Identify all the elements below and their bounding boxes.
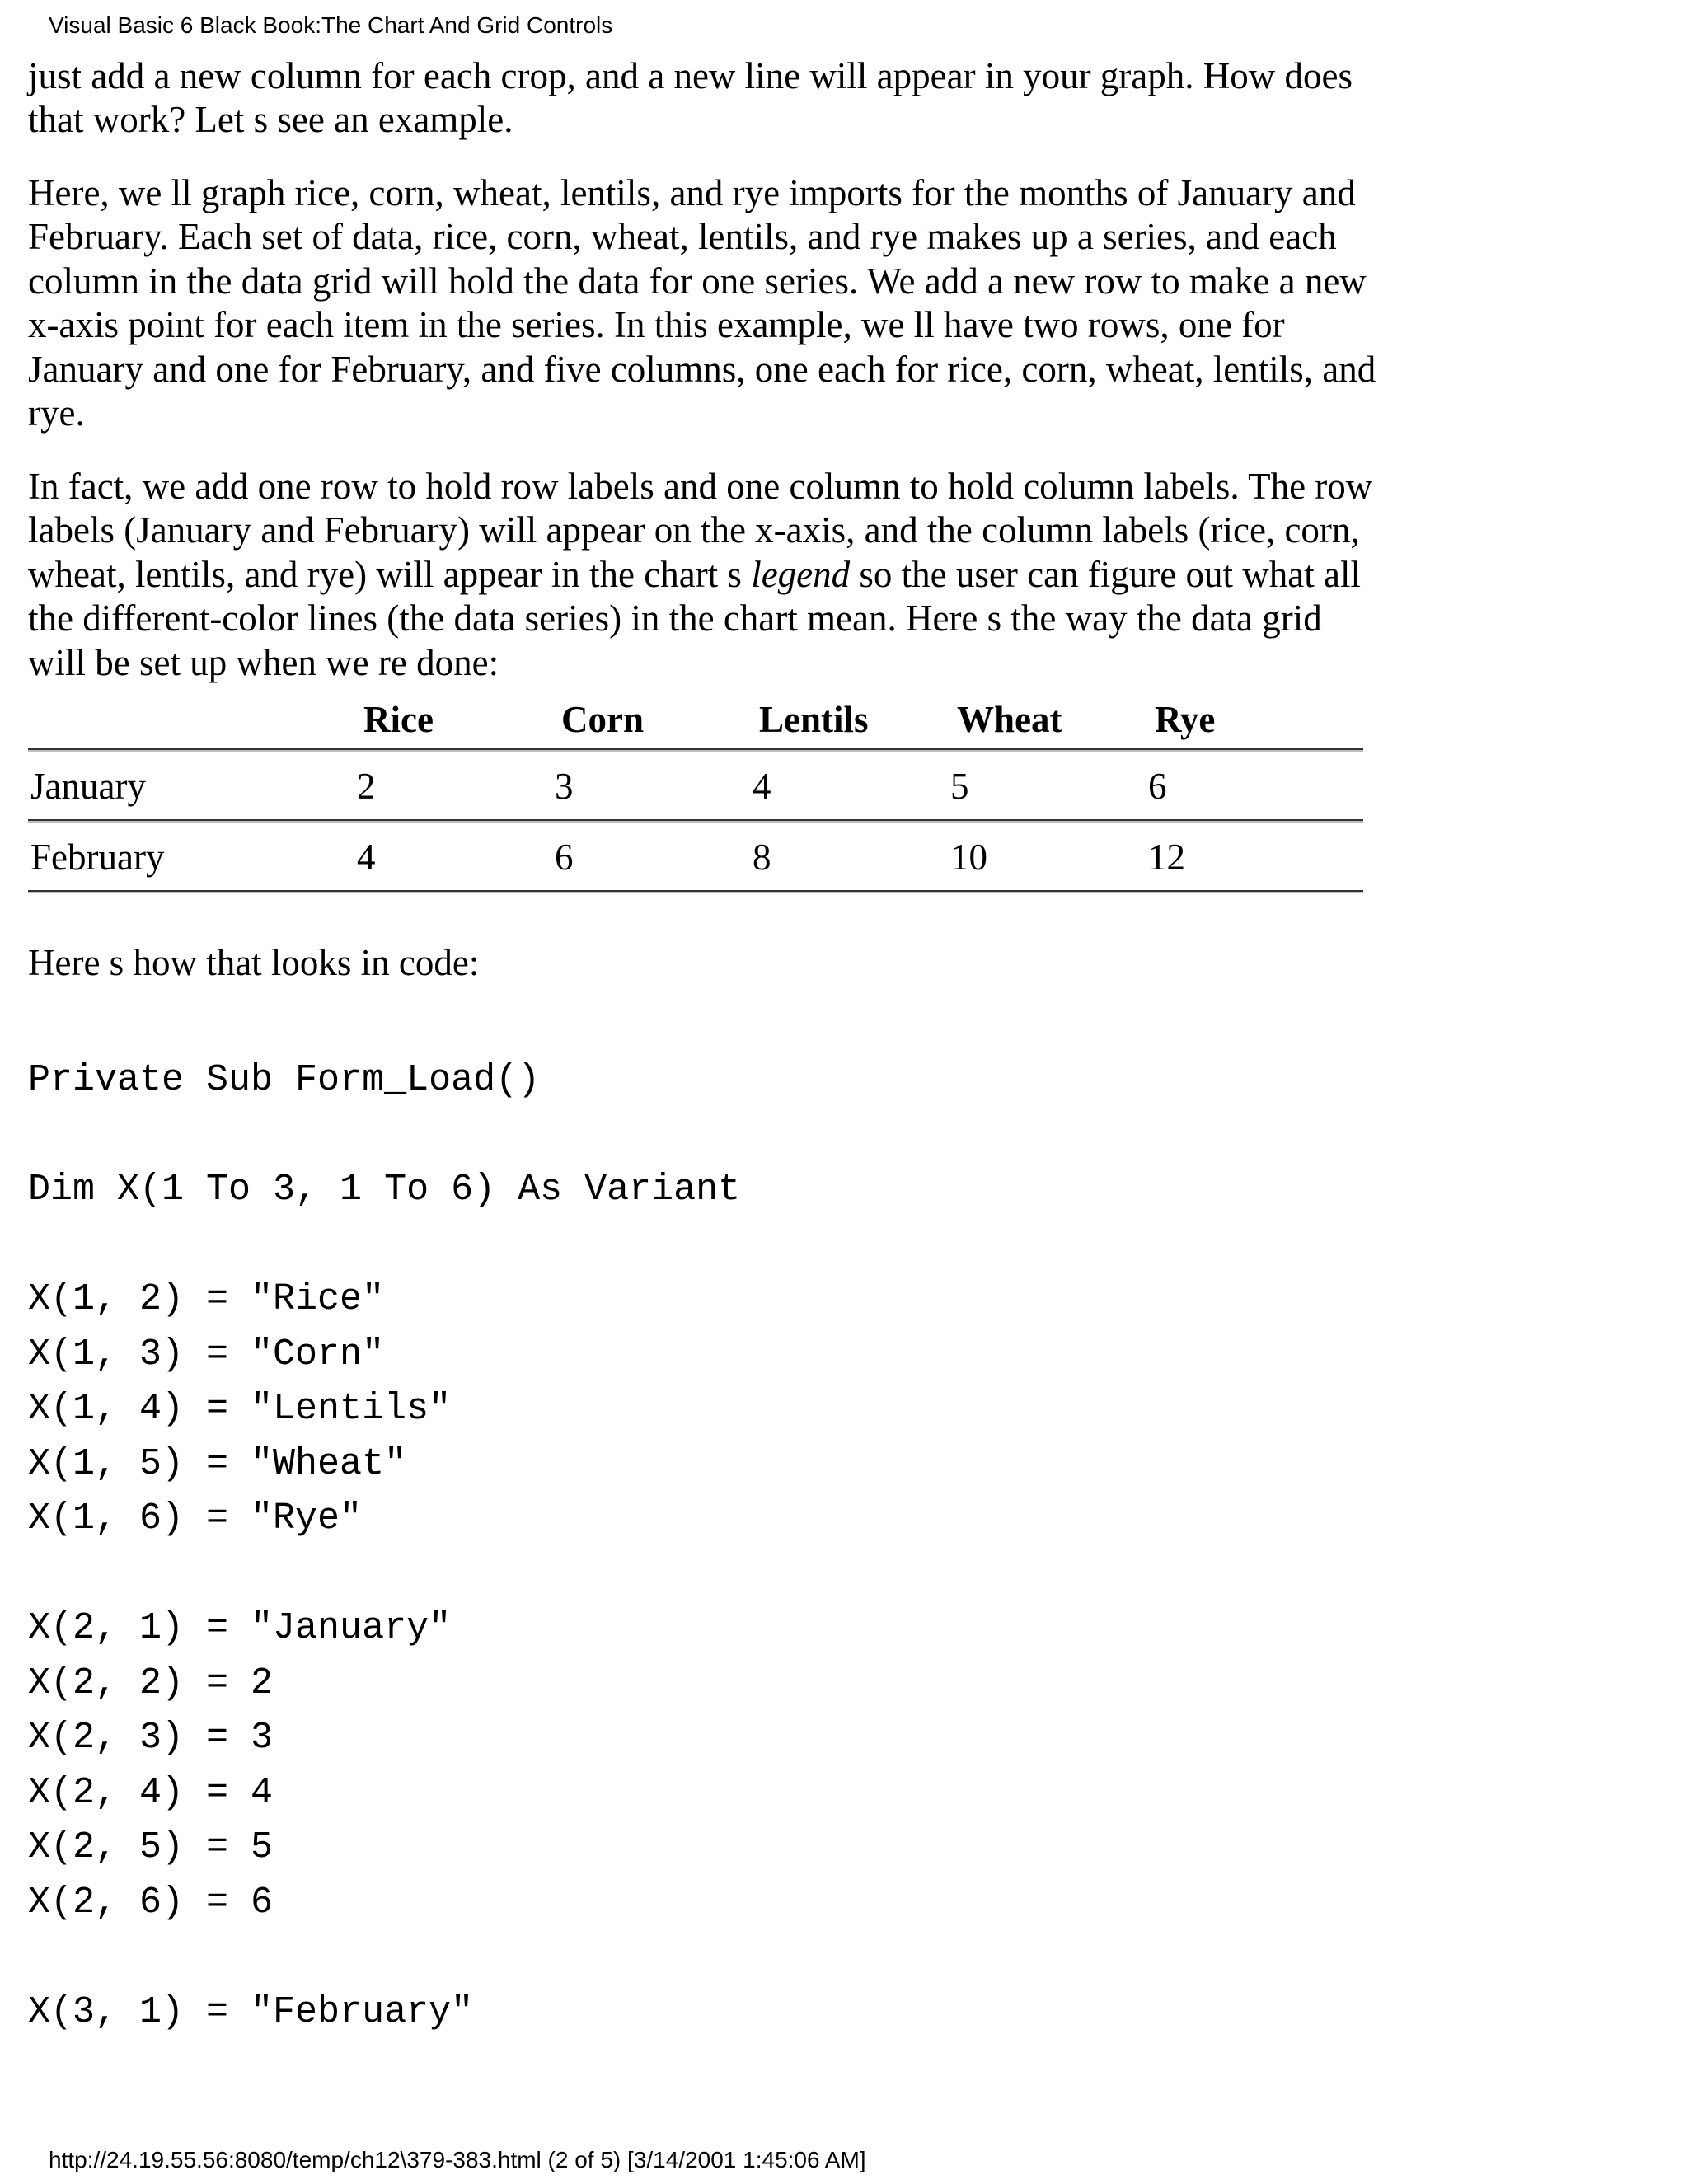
code-line: X(2, 3) = 3 xyxy=(28,1717,274,1759)
paragraph-text: In fact, we add one row to hold row labels and one column to hold column labels. The row labels (January and February) will appear on the x-axis, and the column labels (rice, corn, wheat, lentils, and rye) will appear in the chart s xyxy=(28,466,1373,595)
page-header: Visual Basic 6 Black Book:The Chart And Grid Controls xyxy=(49,12,613,38)
paragraph-code-intro: Here s how that looks in code: xyxy=(28,942,480,983)
column-header-corn: Corn xyxy=(561,699,644,740)
paragraph-labels-explanation xyxy=(28,465,1380,685)
column-header-wheat: Wheat xyxy=(957,699,1062,740)
code-sub-declaration: Private Sub Form_Load() xyxy=(28,1059,541,1101)
table-divider xyxy=(28,890,1363,892)
column-header-rye: Rye xyxy=(1155,699,1216,740)
column-header-lentils: Lentils xyxy=(759,699,869,740)
table-cell: 6 xyxy=(555,837,574,878)
code-line: X(2, 1) = "January" xyxy=(28,1607,452,1649)
table-cell: 2 xyxy=(357,766,376,807)
code-line: X(2, 5) = 5 xyxy=(28,1826,274,1868)
table-divider xyxy=(28,819,1363,821)
table-cell: 6 xyxy=(1148,766,1167,807)
data-grid-table xyxy=(28,697,1363,903)
table-cell: 3 xyxy=(555,766,574,807)
code-line: X(2, 6) = 6 xyxy=(28,1881,274,1924)
table-cell: 12 xyxy=(1148,837,1185,878)
code-line: X(2, 4) = 4 xyxy=(28,1771,274,1814)
table-row xyxy=(28,752,1363,823)
legend-term: legend xyxy=(751,553,851,595)
code-dim-statement: Dim X(1 To 3, 1 To 6) As Variant xyxy=(28,1169,741,1211)
code-block-february-row xyxy=(28,1985,473,2041)
code-line: X(2, 2) = 2 xyxy=(28,1661,274,1704)
code-line: X(1, 6) = "Rye" xyxy=(28,1497,363,1540)
page-footer-url: http://24.19.55.56:8080/temp/ch12\379-383.html (2 of 5) [3/14/2001 1:45:06 AM] xyxy=(49,2147,866,2172)
table-cell: 5 xyxy=(950,766,969,807)
table-cell: 8 xyxy=(753,837,771,878)
code-block-column-labels xyxy=(28,1272,451,1547)
table-cell: 10 xyxy=(950,837,987,878)
code-line: X(1, 4) = "Lentils" xyxy=(28,1388,452,1430)
table-cell: 4 xyxy=(357,837,376,878)
code-line: X(1, 5) = "Wheat" xyxy=(28,1442,407,1485)
code-line: X(1, 2) = "Rice" xyxy=(28,1278,385,1320)
column-header-rice: Rice xyxy=(363,699,434,740)
code-line: X(3, 1) = "February" xyxy=(28,1991,474,2033)
paragraph-series-explanation: Here, we ll graph rice, corn, wheat, lentils, and rye imports for the months of January and February. Each set of data, rice, corn, wheat, lentils, and rye makes up a series, and each column in the data grid will hold the data for one series. We add a new row to make a new x-axis point for each item in the series. In this example, we ll have two rows, one for January and one for February, and five columns, one each for rice, corn, wheat, lentils, and rye. xyxy=(28,172,1376,434)
paragraph-text: so the user can figure out what all the different-color lines (the data series) in the chart mean. Here s the way the data grid will be set up when we re done: xyxy=(28,553,1361,683)
row-label: January xyxy=(30,766,146,807)
table-cell: 4 xyxy=(753,766,771,807)
code-line: X(1, 3) = "Corn" xyxy=(28,1333,385,1376)
paragraph-intro: just add a new column for each crop, and a new line will appear in your graph. How does that work? Let s see an example. xyxy=(28,55,1353,141)
row-label: February xyxy=(30,837,165,878)
table-row xyxy=(28,823,1363,893)
table-divider xyxy=(28,748,1363,750)
code-block-january-row xyxy=(28,1601,451,1930)
